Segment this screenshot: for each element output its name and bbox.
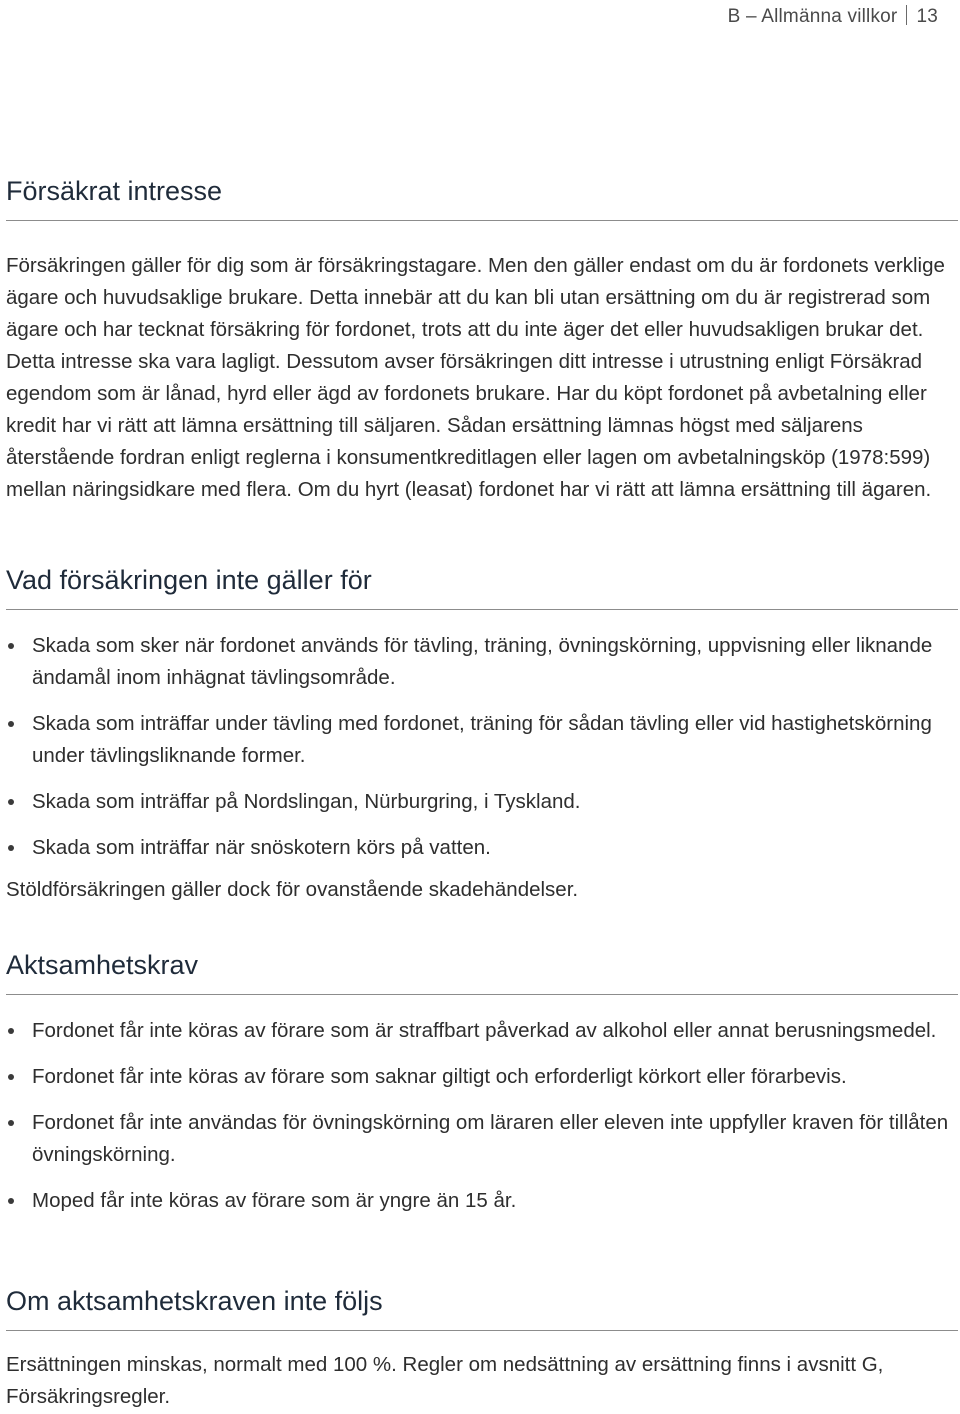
bullet-icon [8,1198,14,1204]
header-separator [906,5,907,25]
list-item-text: Fordonet får inte köras av förare som saknar giltigt och erforderligt körkort eller förarbevis. [32,1065,847,1088]
care-requirements-list [6,1015,958,1217]
list-item [6,786,958,818]
section-note: Stöldförsäkringen gäller dock för ovanstående skadehändelser. [6,878,579,901]
exclusion-list [6,630,958,864]
list-item-text: Skada som inträffar under tävling med fordonet, träning för sådan tävling eller vid hastighetskörning under tävlingsliknande former. [32,712,932,767]
bullet-icon [8,1028,14,1034]
list-item-text: Skada som sker när fordonet används för tävling, träning, övningskörning, uppvisning eller liknande ändamål inom inhägnat tävlingsområde. [32,634,933,689]
section-om-aktsamhetskraven-inte-foljs [6,1284,958,1413]
section-paragraph: Ersättningen minskas, normalt med 100 %. Regler om nedsättning av ersättning finns i avsnitt G, Försäkringsregler. [6,1353,884,1408]
list-item-text: Moped får inte köras av förare som är yngre än 15 år. [32,1189,517,1212]
bullet-icon [8,799,14,805]
list-item-text: Fordonet får inte användas för övningskörning om läraren eller eleven inte uppfyller kraven för tillåten övningskörning. [32,1111,949,1166]
header-page-number: 13 [916,6,938,27]
list-item-text: Skada som inträffar på Nordslingan, Nürburgring, i Tyskland. [32,790,581,813]
bullet-icon [8,845,14,851]
bullet-icon [8,1120,14,1126]
list-item [6,1015,958,1047]
list-item [6,708,958,772]
section-title: Om aktsamhetskraven inte följs [6,1284,958,1331]
section-vad-forsakringen-inte-galler-for [6,563,958,906]
bullet-icon [8,643,14,649]
list-item [6,832,958,864]
section-title: Aktsamhetskrav [6,948,958,995]
list-item-text: Skada som inträffar när snöskotern körs på vatten. [32,836,491,859]
bullet-icon [8,721,14,727]
list-item [6,1107,958,1171]
running-header [728,5,938,28]
header-section-label: B – Allmänna villkor [727,6,898,27]
section-forsakrat-intresse [6,174,958,506]
list-item-text: Fordonet får inte köras av förare som är straffbart påverkad av alkohol eller annat berusningsmedel. [32,1019,937,1042]
bullet-icon [8,1074,14,1080]
section-title: Försäkrat intresse [6,174,958,221]
section-paragraph: Försäkringen gäller för dig som är försäkringstagare. Men den gäller endast om du är fordonets verklige ägare och huvudsaklige brukare. Detta innebär att du kan bli utan ersättning om du är registrerad som ägare och har tecknat försäkring för fordonet, trots att du inte äger det eller huvudsakligen brukar det. Detta intresse ska vara lagligt. Dessutom avser försäkringen ditt intresse i utrustning enligt Försäkrad egendom som är lånad, hyrd eller ägd av fordonets brukare. Har du köpt fordonet på avbetalning eller kredit har vi rätt att lämna ersättning till säljaren. Sådan ersättning lämnas högst med säljarens återstående fordran enligt reglerna i konsumentkreditlagen eller lagen om avbetalningsköp (1978:599) mellan näringsidkare med flera. Om du hyrt (leasat) fordonet har vi rätt att lämna ersättning till ägaren. [6,254,945,501]
list-item [6,1061,958,1093]
section-aktsamhetskrav [6,948,958,1231]
section-title: Vad försäkringen inte gäller för [6,563,958,610]
list-item [6,630,958,694]
list-item [6,1185,958,1217]
